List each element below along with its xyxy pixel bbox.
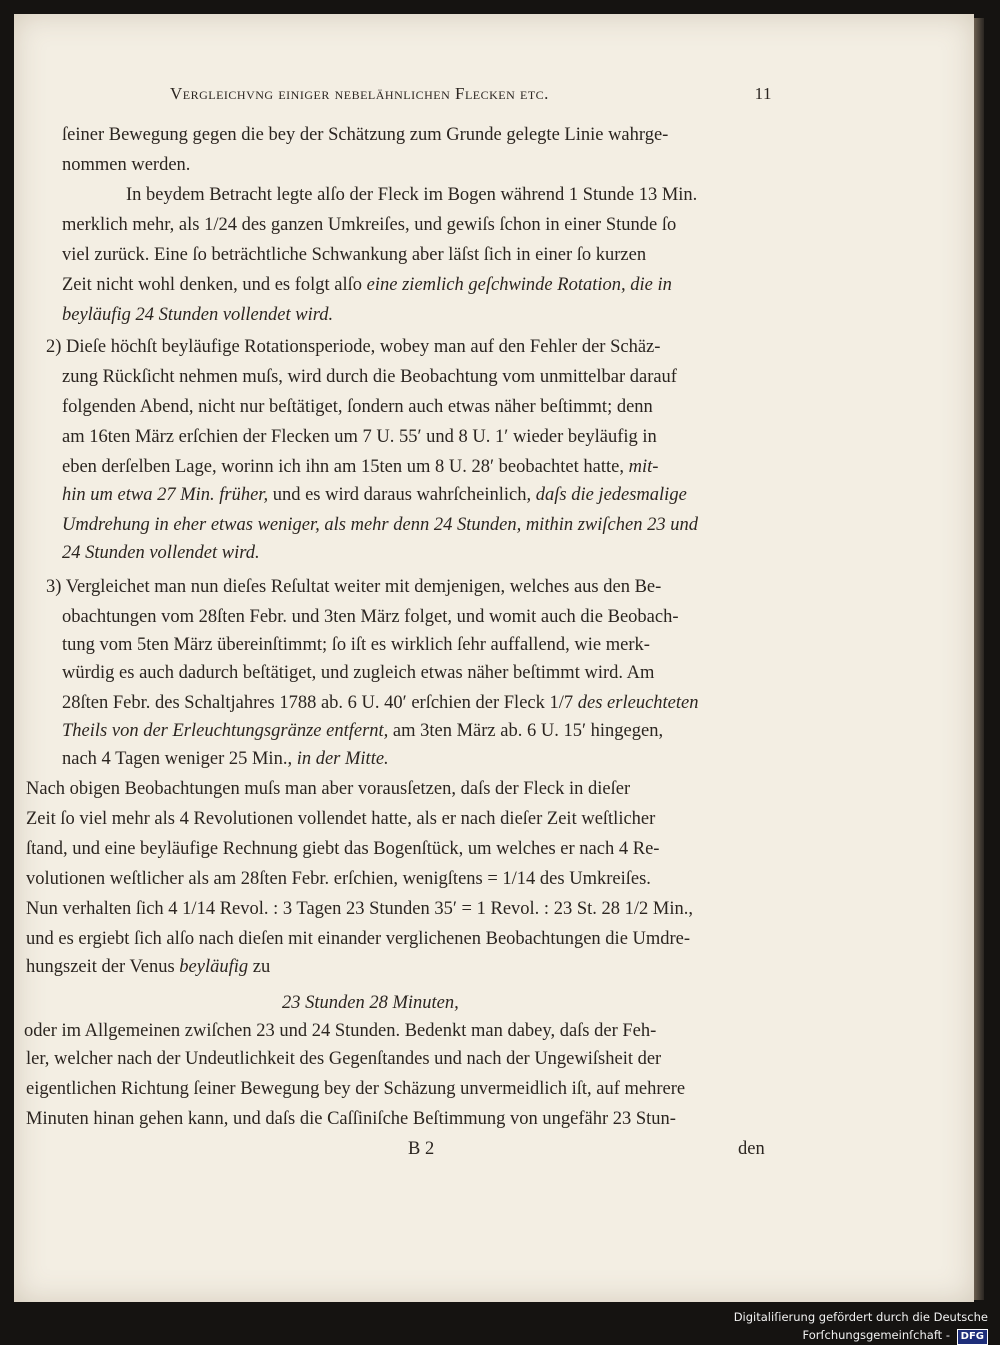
italic-span: mit- <box>628 457 659 477</box>
text-line: am 16ten März erſchien der Flecken um 7 U. 55′ und 8 U. 1′ wieder beyläufig in <box>62 427 657 447</box>
italic-span: in der Mitte. <box>296 749 389 769</box>
text-line: und es ergiebt ſich alſo nach dieſen mit einander verglichenen Beobachtungen die Umdre- <box>26 929 691 949</box>
text-line: ſtand, und eine beyläufige Rechnung giebt das Bogenſtück, um welches er nach 4 Re- <box>26 839 660 859</box>
page-number: 11 <box>754 84 772 103</box>
digitization-credit <box>608 1308 988 1342</box>
header-title: Vergleichvng einiger nebelähnlichen Flecken etc. <box>170 84 549 103</box>
signature-mark: B 2 <box>408 1139 435 1159</box>
text-line: merklich mehr, als 1/24 des ganzen Umkreiſes, und gewiſs ſchon in einer Stunde ſo <box>62 215 677 235</box>
italic-span: eine ziemlich geſchwinde Rotation, die in <box>366 275 672 295</box>
text-line <box>62 746 389 772</box>
text-line <box>62 718 663 744</box>
text-line <box>62 272 672 298</box>
text-line: Zeit ſo viel mehr als 4 Revolutionen vollendet hatte, als er nach dieſer Zeit weſtlicher <box>26 809 656 829</box>
catchword: den <box>738 1139 765 1159</box>
text-line: Nach obigen Beobachtungen muſs man aber vorausſetzen, daſs der Fleck in dieſer <box>26 779 631 799</box>
text-line: Minuten hinan gehen kann, und daſs die Caſſiniſche Beſtimmung von ungefähr 23 Stun- <box>26 1109 676 1129</box>
text-span: 28ſten Febr. des Schaltjahres 1788 ab. 6 U. 40′ erſchien der Fleck 1/7 <box>62 693 574 713</box>
text-span: am 3ten März ab. 6 U. 15′ hingegen, <box>392 721 664 741</box>
text-line <box>62 482 687 508</box>
text-line: hungszeit der Venus beyläufig zu <box>26 957 271 977</box>
text-line: 23 Stunden 28 Minuten, <box>282 993 459 1013</box>
italic-span: daſs die jedesmalige <box>535 485 687 505</box>
text-line <box>62 454 658 480</box>
text-line: 24 Stunden vollendet wird. <box>62 543 260 563</box>
text-line: beyläufig 24 Stunden vollendet wird. <box>62 305 334 325</box>
credit-text: Digitaliſierung gefördert durch die Deutsche Forſchungsgemeinſchaft - <box>733 1310 988 1342</box>
text-span: nach 4 Tagen weniger 25 Min., <box>62 749 293 769</box>
text-line: würdig es auch dadurch beſtätiget, und zugleich etwas näher beſtimmt wird. Am <box>62 663 655 683</box>
text-span: eben derſelben Lage, worinn ich ihn am 15ten um 8 U. 28′ beobachtet hatte, <box>62 457 624 477</box>
text-line: ſeiner Bewegung gegen die bey der Schätzung zum Grunde gelegte Linie wahrge- <box>62 125 669 145</box>
running-header <box>58 84 778 112</box>
text-line: tung vom 5ten März übereinſtimmt; ſo iſt es wirklich ſehr auffallend, wie merk- <box>62 635 650 655</box>
italic-span: des erleuchteten <box>577 693 699 713</box>
dfg-logo: DFG <box>957 1329 988 1345</box>
text-line: Nun verhalten ſich 4 1/14 Revol. : 3 Tagen 23 Stunden 35′ = 1 Revol. : 23 St. 28 1/2 Min., <box>26 899 693 919</box>
italic-span: hin um etwa 27 Min. früher, <box>62 485 269 505</box>
text-span: hungszeit der Venus <box>26 957 175 977</box>
text-line: obachtungen vom 28ſten Febr. und 3ten März folget, und womit auch die Beobach- <box>62 607 679 627</box>
text-line: 2) Dieſe höchſt beyläufige Rotationsperiode, wobey man auf den Fehler der Schäz- <box>46 337 661 357</box>
text-span: Zeit nicht wohl denken, und es folgt alſo <box>62 275 363 295</box>
text-line <box>62 690 698 716</box>
italic-span: beyläufig <box>179 957 249 977</box>
text-line: ler, welcher nach der Undeutlichkeit des Gegenſtandes und nach der Ungewiſsheit der <box>26 1049 662 1069</box>
text-line: viel zurück. Eine ſo beträchtliche Schwankung aber läſst ſich in einer ſo kurzen <box>62 245 647 265</box>
text-line: eigentlichen Richtung ſeiner Bewegung bey der Schäzung unvermeidlich iſt, auf mehrere <box>26 1079 686 1099</box>
italic-span: Theils von der Erleuchtungsgränze entfernt, <box>62 721 389 741</box>
text-line: Umdrehung in eher etwas weniger, als mehr denn 24 Stunden, mithin zwiſchen 23 und <box>62 515 698 535</box>
text-line: zung Rückſicht nehmen muſs, wird durch die Beobachtung vom unmittelbar darauf <box>62 367 677 387</box>
page-edge <box>974 18 984 1300</box>
text-line: nommen werden. <box>62 155 191 175</box>
text-line: folgenden Abend, nicht nur beſtätiget, ſondern auch etwas näher beſtimmt; denn <box>62 397 653 417</box>
text-line: volutionen weſtlicher als am 28ſten Febr. erſchien, wenigſtens = 1/14 des Umkreiſes. <box>26 869 651 889</box>
text-line: 3) Vergleichet man nun dieſes Reſultat weiter mit demjenigen, welches aus den Be- <box>46 577 662 597</box>
text-span: und es wird daraus wahrſcheinlich, <box>272 485 532 505</box>
text-line: oder im Allgemeinen zwiſchen 23 und 24 Stunden. Bedenkt man dabey, daſs der Feh- <box>24 1021 657 1041</box>
text-line: In beydem Betracht legte alſo der Fleck im Bogen während 1 Stunde 13 Min. <box>126 185 698 205</box>
